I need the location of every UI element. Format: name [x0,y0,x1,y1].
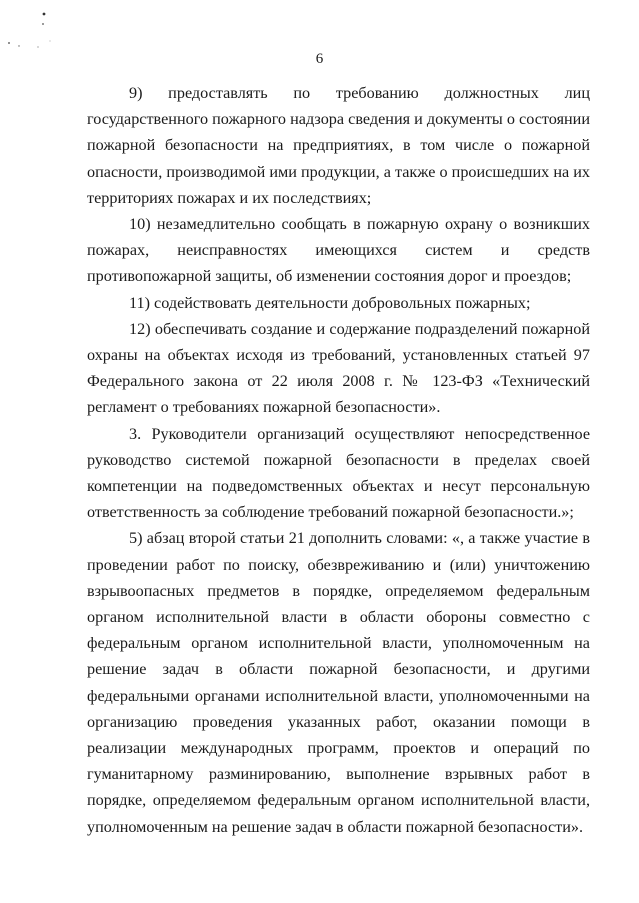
paragraph-item-5-amendment: 5) абзац второй статьи 21 дополнить словами: «, а также участие в проведении работ по поиску, обезвреживанию и (или) уничтожению взрывоопасных предметов в порядке, определяемом федеральным органом исполнительной власти в области обороны совместно с федеральным органом исполнительной власти, уполномоченным на решение задач в области пожарной безопасности, и другими федеральными органами исполнительной власти, уполномоченными на организацию проведения указанных работ, оказании помощи в реализации международных программ, проектов и операций по гуманитарному разминированию, выполнение взрывных работ в порядке, определяемом федеральным органом исполнительной власти, уполномоченным на решение задач в области пожарной безопасности». [87,529,590,836]
paragraph-item-12: 12) обеспечивать создание и содержание подразделений пожарной охраны на объектах исходя из требований, установленных статьей 97 Федерального закона от 22 июля 2008 г. № 123-ФЗ «Технический регламент о требованиях пожарной безопасности». [87,319,590,417]
paragraph-item-9: 9) предоставлять по требованию должностных лиц государственного пожарного надзора сведения и документы о состоянии пожарной безопасности на предприятиях, в том числе о пожарной опасности, производимой ими продукции, а также о происшедших на их территориях пожарах и их последствиях; [87,84,590,207]
paragraph-item-10: 10) незамедлительно сообщать в пожарную охрану о возникших пожарах, неисправностях имеющихся систем и средств противопожарной защиты, об изменении состояния дорог и проездов; [87,215,590,286]
page-number: 6 [315,51,324,67]
document-body [87,80,590,840]
paragraph-item-11: 11) содействовать деятельности добровольных пожарных; [129,293,531,312]
paragraph-section-3: 3. Руководители организаций осуществляют непосредственное руководство системой пожарной безопасности в пределах своей компетенции на подведомственных объектах и несут персональную ответственность за соблюдение требований пожарной безопасности.»; [87,424,590,522]
